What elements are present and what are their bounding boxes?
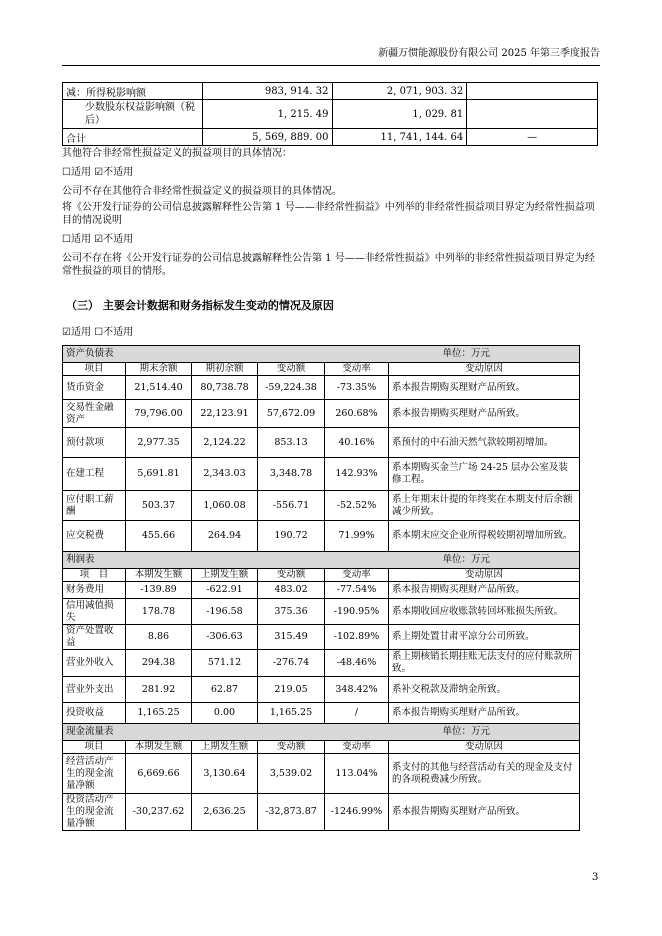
balance-title-row xyxy=(63,346,580,363)
cell-value: 178.78 xyxy=(126,599,192,625)
cell-reason: 系本报告期购买理财产品所致。 xyxy=(389,794,580,831)
cell-value: 142.93% xyxy=(325,458,389,491)
cell-reason: 系本期末应交企业所得税较期初增加所致。 xyxy=(389,521,580,552)
cell-value: 62.87 xyxy=(192,677,258,703)
col-header: 变动原因 xyxy=(389,741,580,754)
cell-reason: 系本报告期购买理财产品所致。 xyxy=(389,703,580,724)
cell-item: 经营活动产生的现金流量净额 xyxy=(63,754,126,794)
table-header-row xyxy=(63,363,580,376)
col-header: 期初余额 xyxy=(192,363,258,376)
cell-value: 71.99% xyxy=(325,521,389,552)
table-row xyxy=(63,650,580,677)
table-row xyxy=(63,83,598,100)
cell-value: 8.86 xyxy=(126,625,192,650)
page-header: 新疆万惯能源股份有限公司 2025 年第三季度报告 xyxy=(62,44,600,66)
cell-item: 投资收益 xyxy=(63,703,126,724)
cell-reason: 系上期核销长期挂账无法支付的应付账款所致。 xyxy=(389,650,580,677)
col-header: 变动率 xyxy=(325,569,389,582)
cell-value: -102.89% xyxy=(325,625,389,650)
applicability-check: ☐适用 ☑不适用 xyxy=(62,167,134,178)
applicability-check: ☑适用 ☐不适用 xyxy=(62,327,134,338)
balance-title: 资产负债表 xyxy=(66,348,114,359)
financial-change-table xyxy=(62,345,580,831)
col-header: 变动额 xyxy=(258,363,325,376)
cell-value: 5, 569, 889. 00 xyxy=(202,129,332,146)
cell-reason: 系本报告期购买理财产品所致。 xyxy=(389,582,580,599)
cell-value: 21,514.40 xyxy=(126,376,192,400)
cell-value: 1,165.25 xyxy=(126,703,192,724)
cell-value: 315.49 xyxy=(258,625,325,650)
cell-value: -59,224.38 xyxy=(258,376,325,400)
income-title: 利润表 xyxy=(66,554,95,565)
cell-value: 113.04% xyxy=(325,754,389,794)
income-unit: 单位：万元 xyxy=(442,554,490,565)
cell-value: -622.91 xyxy=(192,582,258,599)
col-header: 变动额 xyxy=(258,569,325,582)
cell-reason: 系本期购买金兰广场 24-25 层办公室及装修工程。 xyxy=(389,458,580,491)
cell-value: -1246.99% xyxy=(325,794,389,831)
cell-value: 2, 071, 903. 32 xyxy=(332,83,467,100)
cell-value: 2,124.22 xyxy=(192,428,258,458)
cell-item: 预付款项 xyxy=(63,428,126,458)
col-header: 期末余额 xyxy=(126,363,192,376)
cell-value: 483.02 xyxy=(258,582,325,599)
cell-item: 应交税费 xyxy=(63,521,126,552)
cell-value: 2,343.03 xyxy=(192,458,258,491)
table-row xyxy=(63,703,580,724)
text-line: 公司不存在其他符合非经常性损益定义的损益项目的具体情况。 xyxy=(62,186,342,197)
table-row xyxy=(63,376,580,400)
cell-item: 在建工程 xyxy=(63,458,126,491)
col-header: 变动率 xyxy=(325,363,389,376)
cell-value: — xyxy=(467,129,598,146)
cell-value: 22,123.91 xyxy=(192,400,258,428)
cell-reason: 系补交税款及滞纳金所致。 xyxy=(389,677,580,703)
cell-value: 281.92 xyxy=(126,677,192,703)
col-header: 变动额 xyxy=(258,741,325,754)
cell-value: -196.58 xyxy=(192,599,258,625)
cell-value: -306.63 xyxy=(192,625,258,650)
col-header: 变动率 xyxy=(325,741,389,754)
cell-value: -48.46% xyxy=(325,650,389,677)
cell-item: 信用减值损失 xyxy=(63,599,126,625)
income-title-row xyxy=(63,552,580,569)
cell-reason: 系支付的其他与经营活动有关的现金及支付的各项税费减少所致。 xyxy=(389,754,580,794)
cell-value: 3,348.78 xyxy=(258,458,325,491)
table-row xyxy=(63,400,580,428)
col-header: 本期发生额 xyxy=(126,741,192,754)
text-line: 其他符合非经常性损益定义的损益项目的具体情况： xyxy=(62,148,292,159)
cashflow-title: 现金流量表 xyxy=(66,726,114,737)
cell-value: 1,165.25 xyxy=(258,703,325,724)
cell-value: -190.95% xyxy=(325,599,389,625)
cell-value: 1, 029. 81 xyxy=(332,100,467,129)
row-label: 少数股东权益影响额（税后） xyxy=(63,100,203,129)
cell-value: -276.74 xyxy=(258,650,325,677)
col-header: 项目 xyxy=(63,363,126,376)
cell-value: 571.12 xyxy=(192,650,258,677)
cell-value: 1, 215. 49 xyxy=(202,100,332,129)
cell-item: 交易性金融资产 xyxy=(63,400,126,428)
cell-value: 503.37 xyxy=(126,491,192,521)
cell-value: 853.13 xyxy=(258,428,325,458)
cell-reason: 系上期处置甘肃平凉分公司所致。 xyxy=(389,625,580,650)
cell-value: 294.38 xyxy=(126,650,192,677)
cell-value: 2,636.25 xyxy=(192,794,258,831)
table-row xyxy=(63,458,580,491)
cashflow-unit: 单位：万元 xyxy=(442,726,490,737)
col-header: 本期发生额 xyxy=(126,569,192,582)
non-recurring-table xyxy=(62,82,598,146)
cell-value: 3,539.02 xyxy=(258,754,325,794)
cell-value: 455.66 xyxy=(126,521,192,552)
table-row xyxy=(63,100,598,129)
cell-value: 260.68% xyxy=(325,400,389,428)
table-row xyxy=(63,794,580,831)
cell-value: 2,977.35 xyxy=(126,428,192,458)
cell-value: 6,669.66 xyxy=(126,754,192,794)
col-header: 项目 xyxy=(63,741,126,754)
cell-reason: 系预付的中石油天然气款较期初增加。 xyxy=(389,428,580,458)
table-row xyxy=(63,754,580,794)
cell-value: 79,796.00 xyxy=(126,400,192,428)
balance-unit: 单位：万元 xyxy=(442,348,490,359)
cashflow-title-row xyxy=(63,724,580,741)
cell-value: 80,738.78 xyxy=(192,376,258,400)
cell-value: 375.36 xyxy=(258,599,325,625)
cell-value: 3,130.64 xyxy=(192,754,258,794)
table-header-row xyxy=(63,569,580,582)
cell-reason: 系本期收回应收账款转回坏账损失所致。 xyxy=(389,599,580,625)
cell-value: 190.72 xyxy=(258,521,325,552)
cell-value: -73.35% xyxy=(325,376,389,400)
col-header: 上期发生额 xyxy=(192,569,258,582)
table-row xyxy=(63,677,580,703)
cell-value: -139.89 xyxy=(126,582,192,599)
section-heading: （三） 主要会计数据和财务指标发生变动的情况及原因 xyxy=(66,299,334,312)
table-header-row xyxy=(63,741,580,754)
cell-item: 财务费用 xyxy=(63,582,126,599)
cell-item: 资产处置收益 xyxy=(63,625,126,650)
text-paragraph: 将《公开发行证券的公司信息披露解释性公告第 1 号——非经常性损益》中列举的非经常性损益项目界定为经常性损益项目的情况说明 xyxy=(62,202,595,226)
cell-value: / xyxy=(325,703,389,724)
col-header: 项 目 xyxy=(63,569,126,582)
col-header: 变动原因 xyxy=(389,363,580,376)
table-row xyxy=(63,521,580,552)
table-row xyxy=(63,491,580,521)
cell-value: -77.54% xyxy=(325,582,389,599)
text-paragraph: 公司不存在将《公开发行证券的公司信息披露解释性公告第 1 号——非经常性损益》中列举的非经常性损益项目界定为经常性损益的项目的情形。 xyxy=(62,253,595,277)
cell-value: -30,237.62 xyxy=(126,794,192,831)
table-row xyxy=(63,582,580,599)
cell-item: 应付职工薪酬 xyxy=(63,491,126,521)
cell-value: 1,060.08 xyxy=(192,491,258,521)
cell-reason: 系上年期末计提的年终奖在本期支付后余额减少所致。 xyxy=(389,491,580,521)
cell-reason: 系本报告期购买理财产品所致。 xyxy=(389,400,580,428)
cell-value: 264.94 xyxy=(192,521,258,552)
cell-value: -52.52% xyxy=(325,491,389,521)
cell-value: 0.00 xyxy=(192,703,258,724)
cell-reason: 系本报告期购买理财产品所致。 xyxy=(389,376,580,400)
row-label: 合计 xyxy=(63,129,203,146)
cell-item: 营业外支出 xyxy=(63,677,126,703)
cell-item: 投资活动产生的现金流量净额 xyxy=(63,794,126,831)
cell-value: 40.16% xyxy=(325,428,389,458)
cell-value xyxy=(467,100,598,129)
table-row xyxy=(63,625,580,650)
cell-value xyxy=(467,83,598,100)
cell-value: 348.42% xyxy=(325,677,389,703)
table-row xyxy=(63,129,598,146)
cell-value: 5,691.81 xyxy=(126,458,192,491)
cell-value: 57,672.09 xyxy=(258,400,325,428)
cell-value: 983, 914. 32 xyxy=(202,83,332,100)
table-row xyxy=(63,599,580,625)
col-header: 变动原因 xyxy=(389,569,580,582)
applicability-check: ☐适用 ☑不适用 xyxy=(62,234,134,245)
cell-item: 营业外收入 xyxy=(63,650,126,677)
cell-item: 货币资金 xyxy=(63,376,126,400)
cell-value: -32,873.87 xyxy=(258,794,325,831)
cell-value: 11, 741, 144. 64 xyxy=(332,129,467,146)
table-row xyxy=(63,428,580,458)
row-label: 减：所得税影响额 xyxy=(63,83,203,100)
cell-value: -556.71 xyxy=(258,491,325,521)
col-header: 上期发生额 xyxy=(192,741,258,754)
cell-value: 219.05 xyxy=(258,677,325,703)
page-number: 3 xyxy=(592,872,599,883)
